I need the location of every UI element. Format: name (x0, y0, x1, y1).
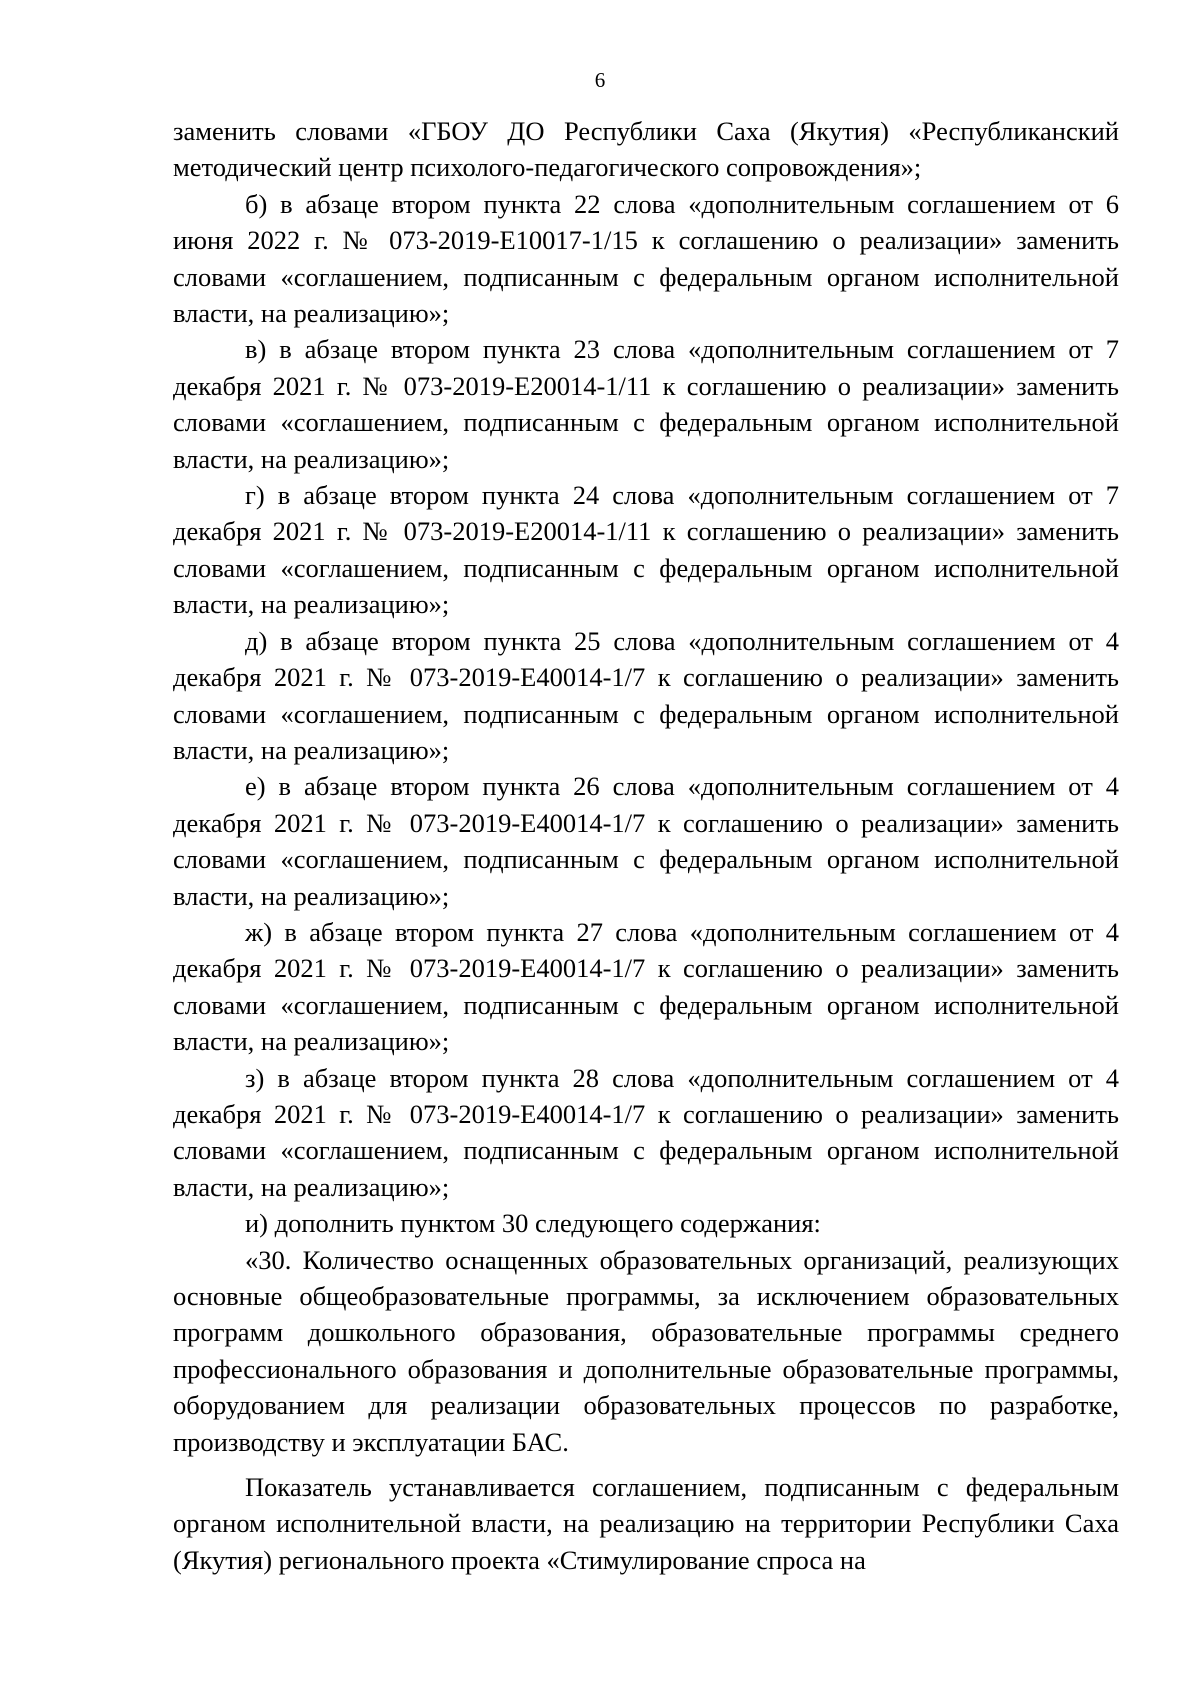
paragraph-item-i: и) дополнить пунктом 30 следующего содержания: (245, 1208, 821, 1239)
paragraph-indicator: Показатель устанавливается соглашением, подписанным с федеральным органом исполнительной власти, на реализацию на территории Республики Саха (Якутия) регионального проекта «Стимулирование спроса на (173, 1472, 1119, 1575)
paragraph-item-zh: ж) в абзаце втором пункта 27 слова «дополнительным соглашением от 4 декабря 2021 г. № 073-2019-Е40014-1/7 к соглашению о реализации» заменить словами «соглашением, подписанным с федеральным органом исполнительной власти, на реализацию»; (173, 916, 1119, 1057)
paragraph-continuation: заменить словами «ГБОУ ДО Республики Саха (Якутия) «Республиканский методический центр психолого-педагогического сопровождения»; (173, 116, 1119, 183)
paragraph-item-z: з) в абзаце втором пункта 28 слова «дополнительным соглашением от 4 декабря 2021 г. № 073-2019-Е40014-1/7 к соглашению о реализации» заменить словами «соглашением, подписанным с федеральным органом исполнительной власти, на реализацию»; (173, 1062, 1119, 1202)
paragraph-point-30: «30. Количество оснащенных образовательных организаций, реализующих основные общеобразовательные программы, за исключением образовательных программ дошкольного образования, образовательные программы среднего профессионального образования и дополнительные образовательные программы, оборудованием для реализации образовательных процессов по разработке, производству и эксплуатации БАС. (173, 1244, 1119, 1457)
paragraph-item-d: д) в абзаце втором пункта 25 слова «дополнительным соглашением от 4 декабря 2021 г. № 073-2019-Е40014-1/7 к соглашению о реализации» заменить словами «соглашением, подписанным с федеральным органом исполнительной власти, на реализацию»; (173, 625, 1119, 765)
paragraph-item-e: е) в абзаце втором пункта 26 слова «дополнительным соглашением от 4 декабря 2021 г. № 073-2019-Е40014-1/7 к соглашению о реализации» заменить словами «соглашением, подписанным с федеральным органом исполнительной власти, на реализацию»; (173, 771, 1119, 911)
document-body (173, 113, 1119, 1578)
page-number: 6 (594, 68, 606, 92)
paragraph-item-v: в) в абзаце втором пункта 23 слова «дополнительным соглашением от 7 декабря 2021 г. № 073-2019-Е20014-1/11 к соглашению о реализации» заменить словами «соглашением, подписанным с федеральным органом исполнительной власти, на реализацию»; (173, 334, 1119, 474)
paragraph-item-g: г) в абзаце втором пункта 24 слова «дополнительным соглашением от 7 декабря 2021 г. № 073-2019-Е20014-1/11 к соглашению о реализации» заменить словами «соглашением, подписанным с федеральным органом исполнительной власти, на реализацию»; (173, 480, 1119, 620)
paragraph-item-b: б) в абзаце втором пункта 22 слова «дополнительным соглашением от 6 июня 2022 г. № 073-2019-Е10017-1/15 к соглашению о реализации» заменить словами «соглашением, подписанным с федеральным органом исполнительной власти, на реализацию»; (173, 188, 1119, 329)
